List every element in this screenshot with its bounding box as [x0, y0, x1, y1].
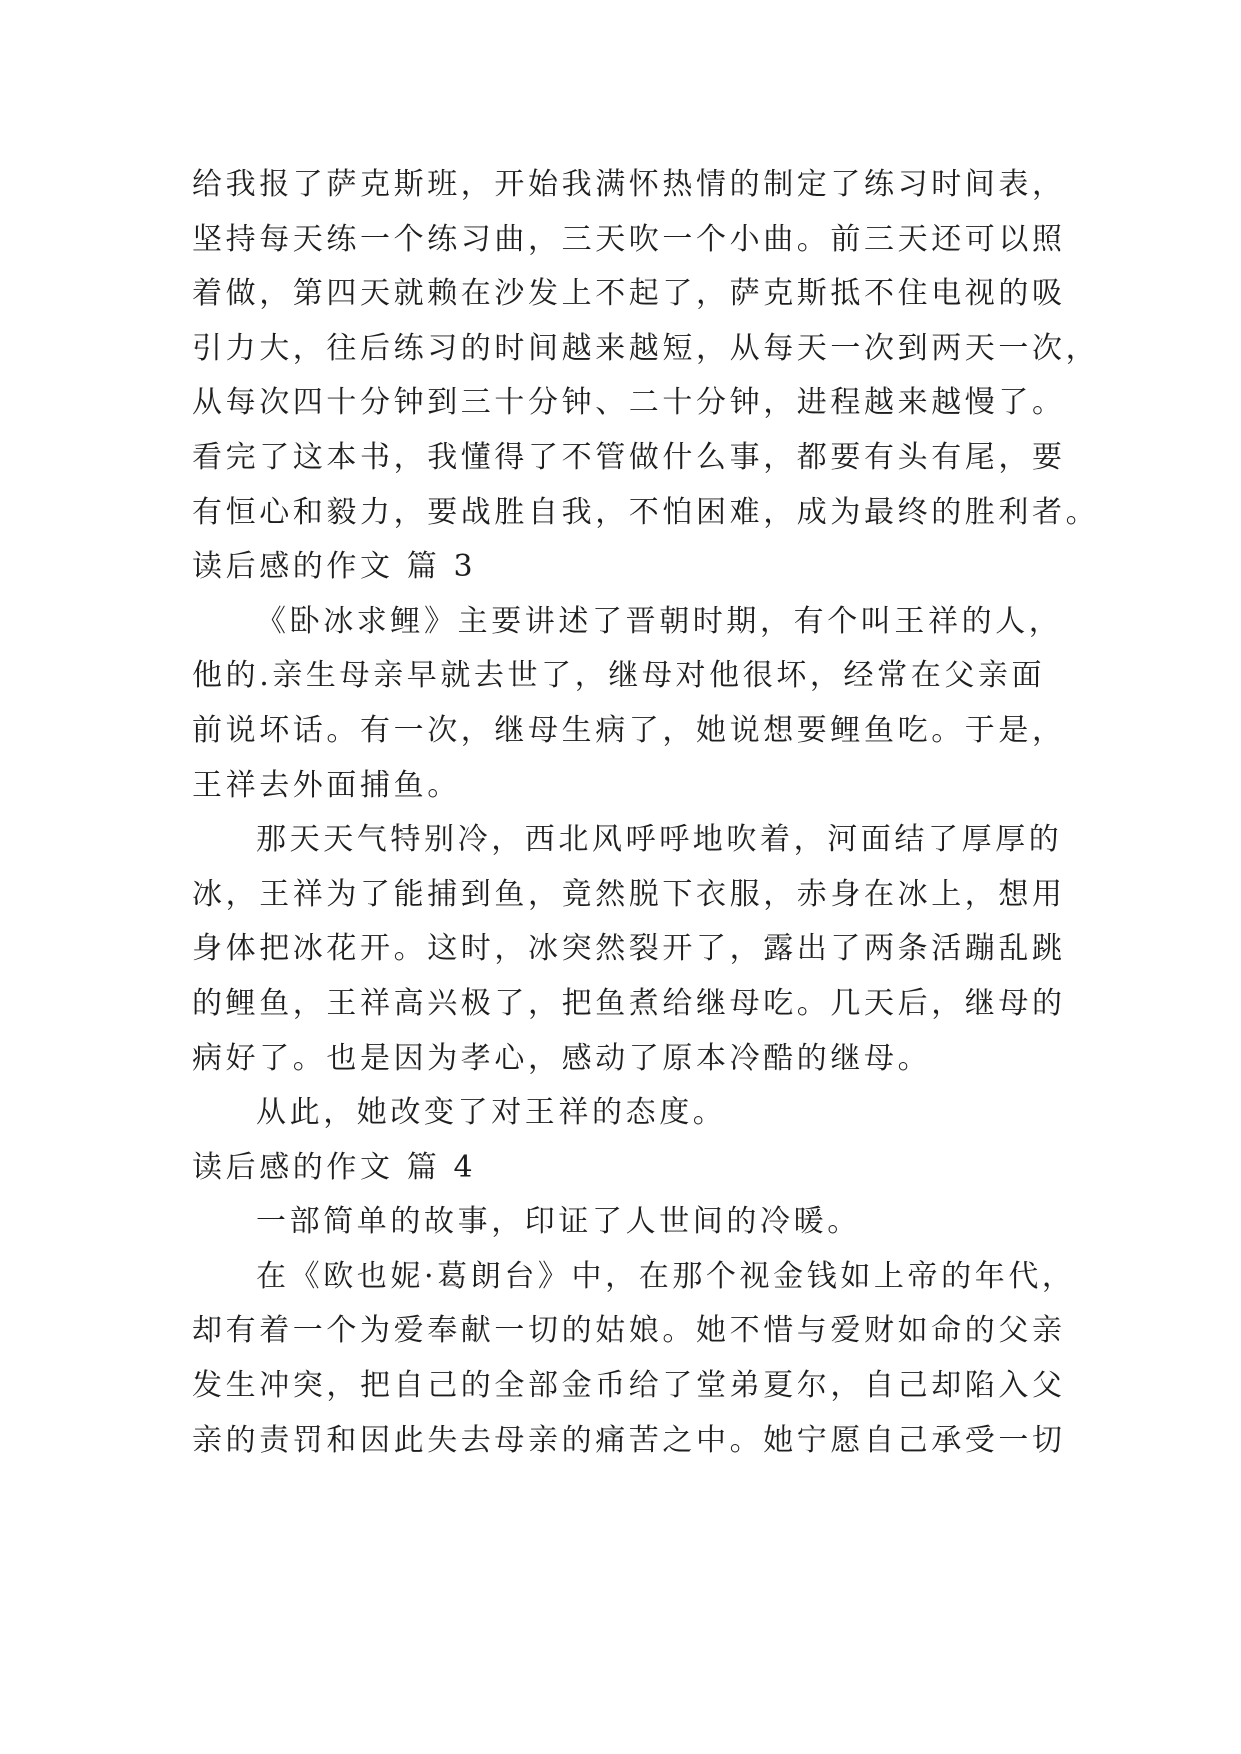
heading-text: 读后感的作文 篇 4	[192, 1149, 477, 1185]
text-line: 那天天气特别冷，西北风呼呼地吹着，河面结了厚厚的	[256, 822, 1063, 858]
text-line: 有恒心和毅力，要战胜自我，不怕困难，成为最终的胜利者。	[192, 494, 1100, 530]
text-line: 一部简单的故事，印证了人世间的冷暖。	[256, 1204, 861, 1240]
text-line: 坚持每天练一个练习曲，三天吹一个小曲。前三天还可以照	[192, 221, 1066, 257]
paragraph	[192, 595, 1066, 813]
paragraph	[192, 1086, 1062, 1141]
paragraph	[192, 813, 1066, 1086]
document-page	[192, 158, 1100, 1468]
paragraph	[192, 1195, 1062, 1250]
text-line: 给我报了萨克斯班，开始我满怀热情的制定了练习时间表，	[192, 167, 1066, 202]
text-line: 他的.亲生母亲早就去世了，继母对他很坏，经常在父亲面	[192, 658, 1046, 694]
heading-text: 读后感的作文 篇 3	[192, 549, 477, 585]
text-line: 冰，王祥为了能捕到鱼，竟然脱下衣服，赤身在冰上，想用	[192, 876, 1066, 912]
text-line: 的鲤鱼，王祥高兴极了，把鱼煮给继母吃。几天后，继母的	[192, 985, 1066, 1021]
text-line: 从此，她改变了对王祥的态度。	[256, 1095, 727, 1131]
paragraph	[192, 158, 1100, 540]
text-line: 身体把冰花开。这时，冰突然裂开了，露出了两条活蹦乱跳	[192, 931, 1066, 967]
text-line: 从每次四十分钟到三十分钟、二十分钟，进程越来越慢了。	[192, 385, 1066, 421]
section-heading	[192, 540, 1062, 595]
text-line: 王祥去外面捕鱼。	[192, 767, 461, 803]
text-line: 看完了这本书，我懂得了不管做什么事，都要有头有尾，要	[192, 439, 1066, 475]
text-line: 病好了。也是因为孝心，感动了原本冷酷的继母。	[192, 1040, 932, 1076]
text-line: 亲的责罚和因此失去母亲的痛苦之中。她宁愿自己承受一切	[192, 1422, 1066, 1458]
text-line: 在《欧也妮·葛朗台》中，在那个视金钱如上帝的年代，	[256, 1258, 1076, 1294]
text-line: 发生冲突，把自己的全部金币给了堂弟夏尔，自己却陷入父	[192, 1368, 1066, 1404]
section-heading	[192, 1141, 1062, 1196]
paragraph	[192, 1250, 1076, 1468]
text-line: 引力大，往后练习的时间越来越短，从每天一次到两天一次，	[192, 330, 1100, 366]
text-line: 前说坏话。有一次，继母生病了，她说想要鲤鱼吃。于是，	[192, 712, 1066, 748]
text-line: 着做，第四天就赖在沙发上不起了，萨克斯抵不住电视的吸	[192, 276, 1066, 312]
text-line: 却有着一个为爱奉献一切的姑娘。她不惜与爱财如命的父亲	[192, 1313, 1066, 1349]
text-line: 《卧冰求鲤》主要讲述了晋朝时期，有个叫王祥的人，	[256, 603, 1063, 639]
